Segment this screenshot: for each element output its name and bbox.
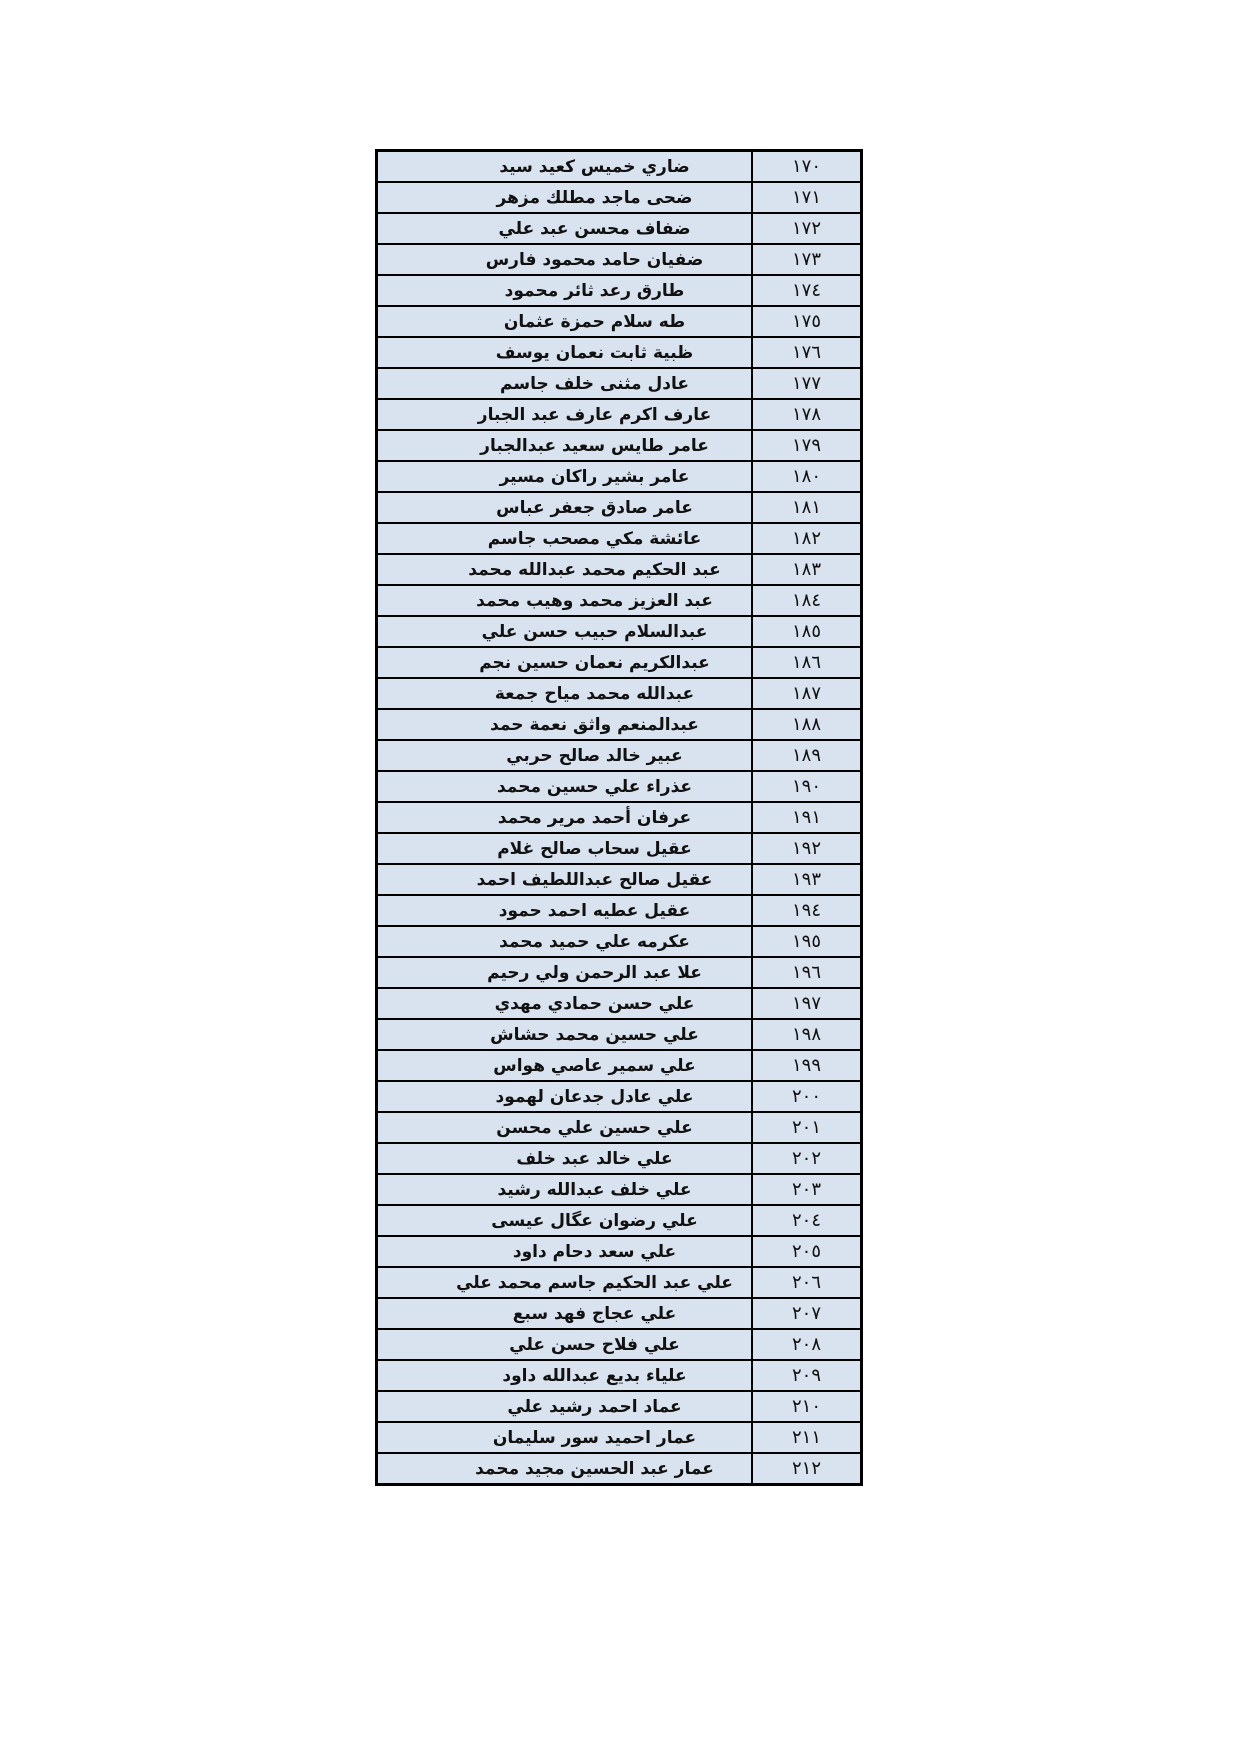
row-number-cell: ٢٠٢ xyxy=(752,1143,862,1174)
row-number-cell: ٢١٠ xyxy=(752,1391,862,1422)
table-row xyxy=(377,647,862,678)
name-cell xyxy=(377,1019,753,1050)
row-number-cell: ٢٠٣ xyxy=(752,1174,862,1205)
table-row xyxy=(377,430,862,461)
row-number-cell: ٢٠٨ xyxy=(752,1329,862,1360)
person-name: ظبية ثابت نعمان يوسف xyxy=(495,342,694,363)
row-number-cell: ١٨١ xyxy=(752,492,862,523)
row-number-cell: ١٩٤ xyxy=(752,895,862,926)
name-cell xyxy=(377,244,753,275)
row-number-cell: ١٩٧ xyxy=(752,988,862,1019)
name-cell xyxy=(377,306,753,337)
person-name: عبد العزيز محمد وهيب محمد xyxy=(476,590,713,611)
name-cell xyxy=(377,1050,753,1081)
table-row xyxy=(377,306,862,337)
person-name: علياء بديع عبدالله داود xyxy=(502,1365,687,1386)
person-name: عقيل صالح عبداللطيف احمد xyxy=(476,869,713,890)
table-row xyxy=(377,1453,862,1485)
name-cell xyxy=(377,430,753,461)
person-name: طه سلام حمزة عثمان xyxy=(503,311,686,332)
name-cell xyxy=(377,709,753,740)
table-row xyxy=(377,1360,862,1391)
row-number-cell: ١٨٨ xyxy=(752,709,862,740)
person-name: عبد الحكيم محمد عبدالله محمد xyxy=(468,559,721,580)
table-row xyxy=(377,337,862,368)
row-number-cell: ٢٠١ xyxy=(752,1112,862,1143)
person-name: عبدالسلام حبيب حسن علي xyxy=(481,621,708,642)
row-number-cell: ٢١٢ xyxy=(752,1453,862,1485)
name-cell xyxy=(377,895,753,926)
table-row xyxy=(377,213,862,244)
name-cell xyxy=(377,523,753,554)
person-name: عامر طايس سعيد عبدالجبار xyxy=(480,435,709,456)
table-row xyxy=(377,368,862,399)
person-name: علي سعد دحام داود xyxy=(512,1241,677,1262)
person-name: علي حسين علي محسن xyxy=(496,1117,693,1138)
table-row xyxy=(377,1143,862,1174)
row-number-cell: ١٩٣ xyxy=(752,864,862,895)
person-name: عبدالله محمد مياح جمعة xyxy=(494,683,695,704)
person-name: عمار عبد الحسين مجيد محمد xyxy=(475,1458,714,1479)
table-row xyxy=(377,461,862,492)
name-cell xyxy=(377,1453,753,1485)
table-row xyxy=(377,151,862,183)
table-row xyxy=(377,709,862,740)
table-row xyxy=(377,585,862,616)
name-cell xyxy=(377,151,753,183)
person-name: عرفان أحمد مرير محمد xyxy=(497,807,692,828)
row-number-cell: ١٧٥ xyxy=(752,306,862,337)
name-cell xyxy=(377,1143,753,1174)
name-cell xyxy=(377,864,753,895)
name-cell xyxy=(377,926,753,957)
row-number-cell: ٢٠٦ xyxy=(752,1267,862,1298)
person-name: عامر صادق جعفر عباس xyxy=(496,497,693,518)
row-number-cell: ١٧٩ xyxy=(752,430,862,461)
table-row xyxy=(377,554,862,585)
name-cell xyxy=(377,1391,753,1422)
name-cell xyxy=(377,678,753,709)
table-row xyxy=(377,957,862,988)
person-name: عقيل عطيه احمد حمود xyxy=(498,900,691,921)
row-number-cell: ٢٠٠ xyxy=(752,1081,862,1112)
names-table xyxy=(375,149,863,1486)
person-name: علي خالد عبد خلف xyxy=(516,1148,673,1169)
table-row xyxy=(377,1298,862,1329)
name-cell xyxy=(377,1329,753,1360)
table-row xyxy=(377,740,862,771)
table-row xyxy=(377,492,862,523)
person-name: ضفيان حامد محمود فارس xyxy=(485,249,704,270)
person-name: طارق رعد ثائر محمود xyxy=(504,280,685,301)
table-row xyxy=(377,1112,862,1143)
person-name: عبير خالد صالح حربي xyxy=(506,745,683,766)
table-row xyxy=(377,616,862,647)
table-row xyxy=(377,1205,862,1236)
row-number-cell: ١٧٨ xyxy=(752,399,862,430)
row-number-cell: ١٨٥ xyxy=(752,616,862,647)
table-row xyxy=(377,988,862,1019)
table-row xyxy=(377,864,862,895)
row-number-cell: ٢٠٤ xyxy=(752,1205,862,1236)
name-cell xyxy=(377,1267,753,1298)
name-cell xyxy=(377,1236,753,1267)
row-number-cell: ١٨٦ xyxy=(752,647,862,678)
table-row xyxy=(377,895,862,926)
person-name: عادل مثنى خلف جاسم xyxy=(500,373,689,394)
person-name: عماد احمد رشيد علي xyxy=(507,1396,682,1417)
row-number-cell: ١٨٣ xyxy=(752,554,862,585)
row-number-cell: ١٩١ xyxy=(752,802,862,833)
table-body xyxy=(377,151,862,1485)
row-number-cell: ٢١١ xyxy=(752,1422,862,1453)
person-name: علي حسين محمد حشاش xyxy=(490,1024,699,1045)
table-row xyxy=(377,1050,862,1081)
table-row xyxy=(377,1422,862,1453)
row-number-cell: ١٧٤ xyxy=(752,275,862,306)
name-cell xyxy=(377,1081,753,1112)
person-name: عارف اكرم عارف عبد الجبار xyxy=(477,404,712,425)
name-cell xyxy=(377,368,753,399)
table-row xyxy=(377,244,862,275)
row-number-cell: ١٧٢ xyxy=(752,213,862,244)
name-cell xyxy=(377,1360,753,1391)
name-cell xyxy=(377,957,753,988)
table-row xyxy=(377,1236,862,1267)
table-row xyxy=(377,1267,862,1298)
name-cell xyxy=(377,585,753,616)
table-row xyxy=(377,802,862,833)
table-row xyxy=(377,1174,862,1205)
table-row xyxy=(377,1019,862,1050)
person-name: علي حسن حمادي مهدي xyxy=(494,993,695,1014)
row-number-cell: ١٩٨ xyxy=(752,1019,862,1050)
name-cell xyxy=(377,399,753,430)
person-name: ضحى ماجد مطلك مزهر xyxy=(496,187,693,208)
person-name: علي سمير عاصي هواس xyxy=(493,1055,696,1076)
person-name: عمار احميد سور سليمان xyxy=(492,1427,697,1448)
name-cell xyxy=(377,213,753,244)
name-cell xyxy=(377,616,753,647)
name-cell xyxy=(377,833,753,864)
row-number-cell: ١٩٥ xyxy=(752,926,862,957)
name-cell xyxy=(377,182,753,213)
table-row xyxy=(377,678,862,709)
person-name: علي عبد الحكيم جاسم محمد علي xyxy=(456,1272,733,1293)
person-name: عائشة مكي مصحب جاسم xyxy=(487,528,702,549)
name-cell xyxy=(377,1205,753,1236)
person-name: عبدالكريم نعمان حسين نجم xyxy=(479,652,710,673)
person-name: عبدالمنعم واثق نعمة حمد xyxy=(490,714,699,735)
table-row xyxy=(377,833,862,864)
person-name: عكرمه علي حميد محمد xyxy=(499,931,690,952)
row-number-cell: ١٨٧ xyxy=(752,678,862,709)
row-number-cell: ١٧٠ xyxy=(752,151,862,183)
table-row xyxy=(377,275,862,306)
row-number-cell: ١٧٣ xyxy=(752,244,862,275)
person-name: علا عبد الرحمن ولي رحيم xyxy=(487,962,702,983)
person-name: عذراء علي حسين محمد xyxy=(496,776,693,797)
name-cell xyxy=(377,988,753,1019)
person-name: عقيل سحاب صالح غلام xyxy=(497,838,692,859)
person-name: علي عادل جدعان لهمود xyxy=(495,1086,694,1107)
name-cell xyxy=(377,1112,753,1143)
name-cell xyxy=(377,554,753,585)
name-cell xyxy=(377,740,753,771)
name-cell xyxy=(377,1422,753,1453)
row-number-cell: ١٧٦ xyxy=(752,337,862,368)
name-cell xyxy=(377,1298,753,1329)
table-row xyxy=(377,926,862,957)
table-row xyxy=(377,1081,862,1112)
name-cell xyxy=(377,1174,753,1205)
name-cell xyxy=(377,647,753,678)
table-row xyxy=(377,1329,862,1360)
person-name: علي رضوان عگال عيسى xyxy=(491,1210,698,1231)
table-row xyxy=(377,771,862,802)
table-row xyxy=(377,1391,862,1422)
name-cell xyxy=(377,461,753,492)
row-number-cell: ١٨٤ xyxy=(752,585,862,616)
row-number-cell: ١٩٩ xyxy=(752,1050,862,1081)
row-number-cell: ١٨٠ xyxy=(752,461,862,492)
person-name: ضفاف محسن عبد علي xyxy=(498,218,691,239)
row-number-cell: ٢٠٥ xyxy=(752,1236,862,1267)
person-name: عامر بشير راكان مسير xyxy=(499,466,690,487)
name-cell xyxy=(377,275,753,306)
row-number-cell: ١٩٢ xyxy=(752,833,862,864)
name-cell xyxy=(377,492,753,523)
table-row xyxy=(377,399,862,430)
name-cell xyxy=(377,802,753,833)
table-row xyxy=(377,523,862,554)
name-cell xyxy=(377,337,753,368)
person-name: علي خلف عبدالله رشيد xyxy=(497,1179,692,1200)
row-number-cell: ١٧١ xyxy=(752,182,862,213)
table-row xyxy=(377,182,862,213)
name-cell xyxy=(377,771,753,802)
row-number-cell: ١٩٦ xyxy=(752,957,862,988)
person-name: علي عجاج فهد سبع xyxy=(512,1303,677,1324)
row-number-cell: ٢٠٩ xyxy=(752,1360,862,1391)
row-number-cell: ١٧٧ xyxy=(752,368,862,399)
row-number-cell: ١٩٠ xyxy=(752,771,862,802)
row-number-cell: ٢٠٧ xyxy=(752,1298,862,1329)
row-number-cell: ١٨٢ xyxy=(752,523,862,554)
person-name: علي فلاح حسن علي xyxy=(509,1334,680,1355)
person-name: ضاري خميس كعيد سيد xyxy=(499,156,690,177)
row-number-cell: ١٨٩ xyxy=(752,740,862,771)
